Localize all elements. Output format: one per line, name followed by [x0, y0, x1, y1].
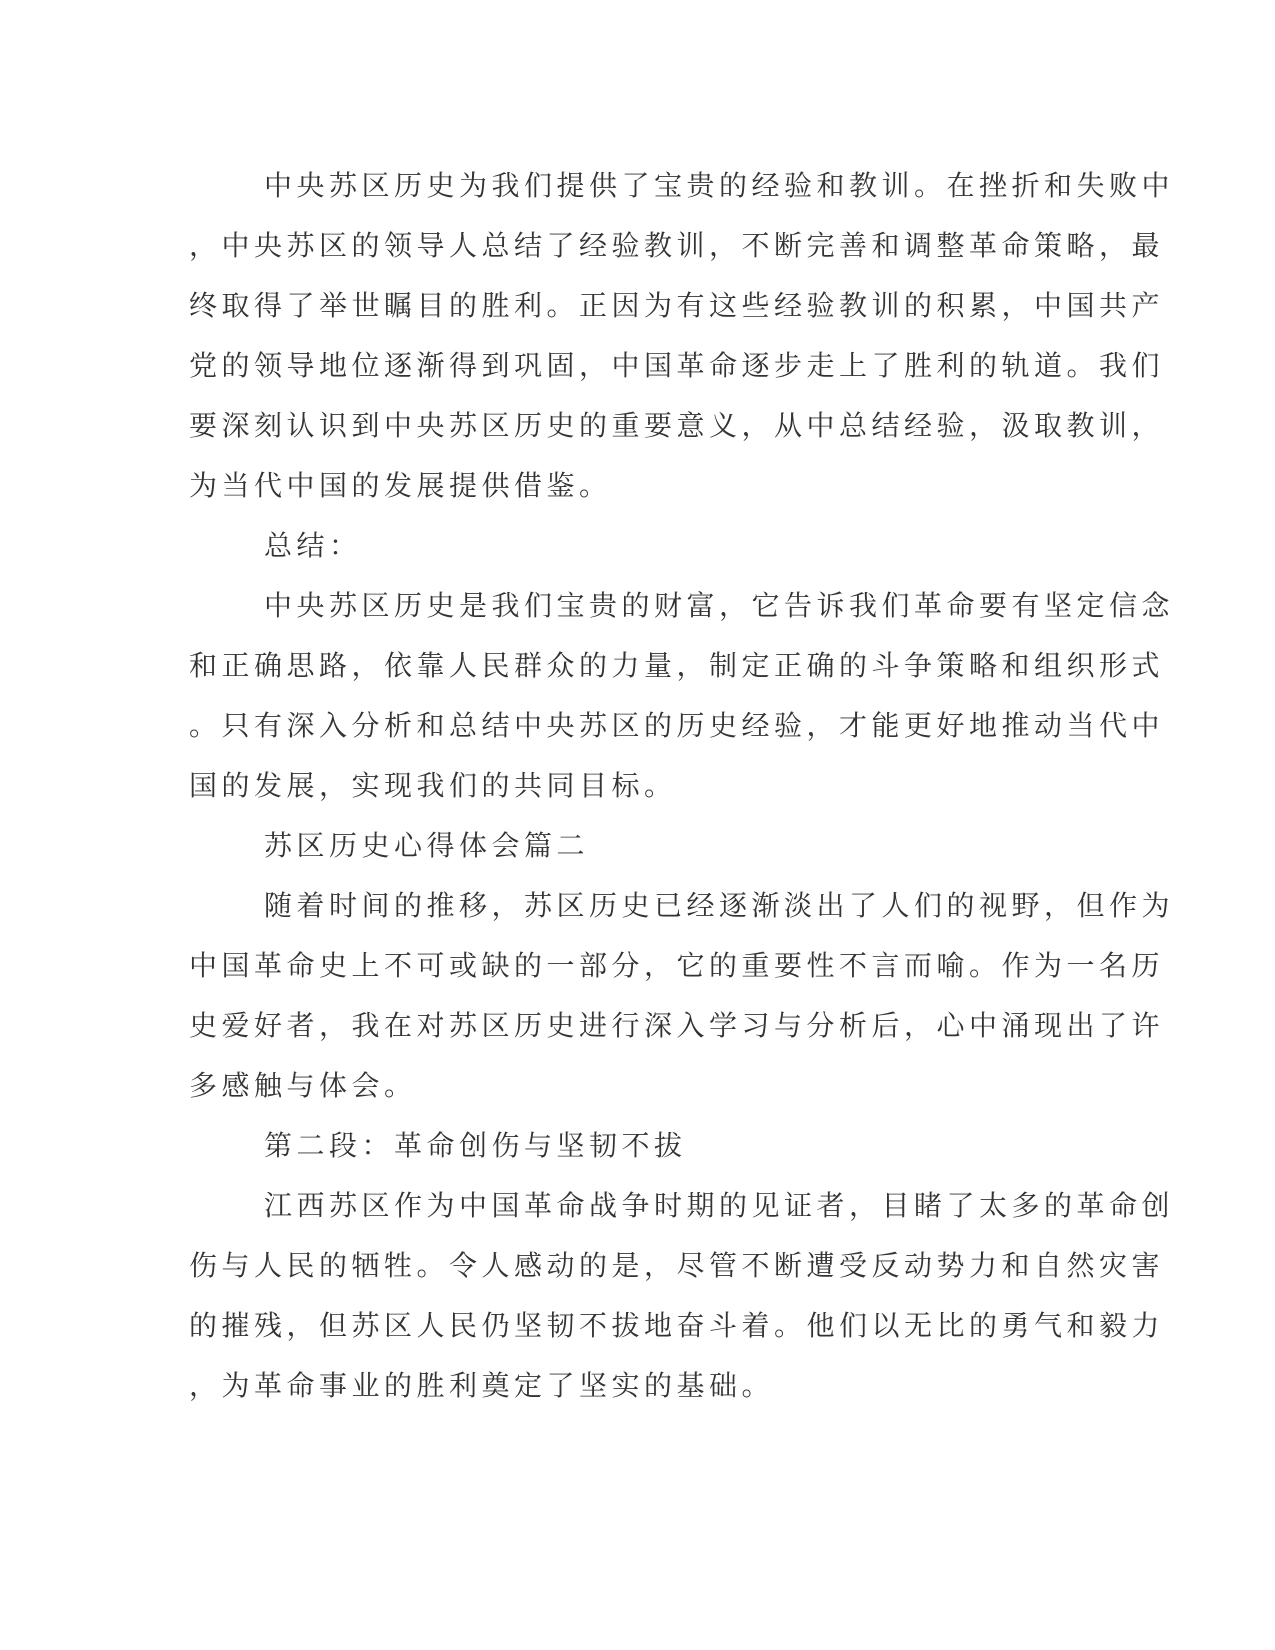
text-line: 史爱好者，我在对苏区历史进行深入学习与分析后，心中涌现出了许: [189, 1009, 1165, 1042]
text-line: 的摧残，但苏区人民仍坚韧不拔地奋斗着。他们以无比的勇气和毅力: [189, 1309, 1165, 1342]
text-line: 党的领导地位逐渐得到巩固，中国革命逐步走上了胜利的轨道。我们: [189, 349, 1165, 382]
text-line: 中央苏区历史是我们宝贵的财富，它告诉我们革命要有坚定信念: [264, 589, 1175, 622]
text-line: 中国革命史上不可或缺的一部分，它的重要性不言而喻。作为一名历: [189, 949, 1165, 982]
section-heading: 第二段：革命创伤与坚韧不拔: [264, 1129, 687, 1162]
text-line: ，为革命事业的胜利奠定了坚实的基础。: [189, 1369, 775, 1402]
text-line: ，中央苏区的领导人总结了经验教训，不断完善和调整革命策略，最: [189, 229, 1165, 262]
text-line: 要深刻认识到中央苏区历史的重要意义，从中总结经验，汲取教训，: [189, 409, 1165, 442]
text-line: 多感触与体会。: [189, 1069, 417, 1102]
text-line: 。只有深入分析和总结中央苏区的历史经验，才能更好地推动当代中: [189, 709, 1165, 742]
text-line: 伤与人民的牺牲。令人感动的是，尽管不断遭受反动势力和自然灾害: [189, 1249, 1165, 1282]
text-line: 和正确思路，依靠人民群众的力量，制定正确的斗争策略和组织形式: [189, 649, 1165, 682]
section-heading: 苏区历史心得体会篇二: [264, 829, 590, 862]
text-line: 中央苏区历史为我们提供了宝贵的经验和教训。在挫折和失败中: [264, 169, 1175, 202]
document-body: [189, 156, 1175, 1416]
text-line: 国的发展，实现我们的共同目标。: [189, 769, 677, 802]
text-line: 江西苏区作为中国革命战争时期的见证者，目睹了太多的革命创: [264, 1189, 1175, 1222]
text-line: 为当代中国的发展提供借鉴。: [189, 469, 612, 502]
text-line: 终取得了举世瞩目的胜利。正因为有这些经验教训的积累，中国共产: [189, 289, 1165, 322]
section-heading: 总结：: [264, 529, 362, 562]
text-line: 随着时间的推移，苏区历史已经逐渐淡出了人们的视野，但作为: [264, 889, 1175, 922]
